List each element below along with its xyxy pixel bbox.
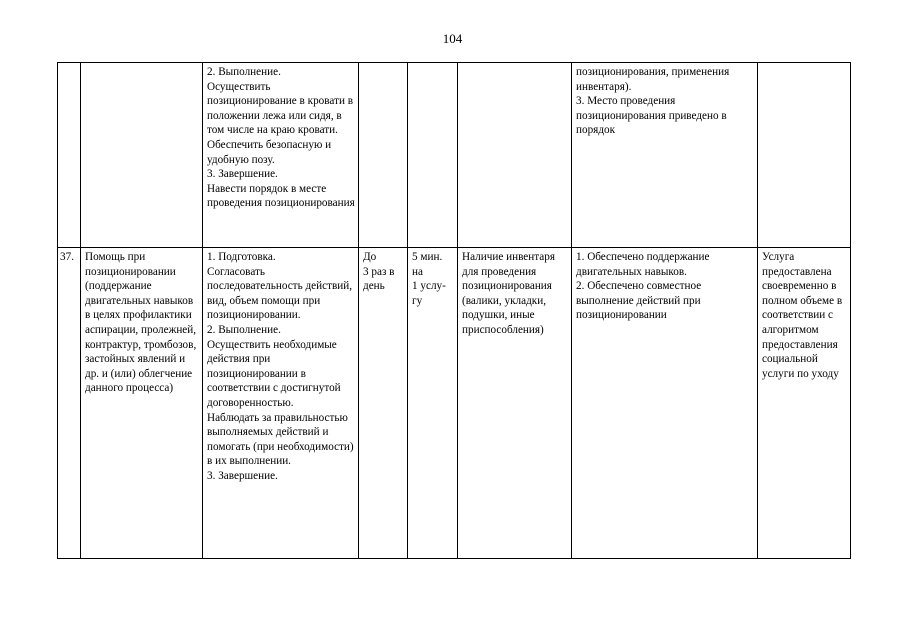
row-number-cell: 37. <box>58 248 81 559</box>
duration-cell <box>408 63 458 248</box>
evaluation-cell: Услуга предоставлена своевременно в полном объеме в соответствии с алгоритмом предоставления социальной услуги по уходу <box>758 248 851 559</box>
table-row <box>58 63 851 248</box>
service-content-cell: 1. Подготовка. Согласовать последовательность действий, вид, объем помощи при позиционировании. 2. Выполнение. Осуществить необходимые действия при позиционировании в соответствии с достигнутой договоренностью. Наблюдать за правильностью выполняемых действий и помогать (при необходимости) в их выполнении. 3. Завершение. <box>203 248 359 559</box>
service-content-cell: 2. Выполнение. Осуществить позиционирование в кровати в положении лежа или сидя, в том числе на краю кровати. Обеспечить безопасную и удобную позу. 3. Завершение. Навести порядок в месте проведения позиционирования <box>203 63 359 248</box>
table-row <box>58 248 851 559</box>
page-number: 104 <box>442 31 463 46</box>
evaluation-cell <box>758 63 851 248</box>
quality-indicators-cell: позиционирования, применения инвентаря). 3. Место проведения позиционирования приведено в порядок <box>572 63 758 248</box>
duration-cell: 5 мин. на 1 услу-гу <box>408 248 458 559</box>
conditions-cell <box>458 63 572 248</box>
quality-indicators-cell: 1. Обеспечено поддержание двигательных навыков. 2. Обеспечено совместное выполнение действий при позиционировании <box>572 248 758 559</box>
service-standards-table <box>57 62 851 559</box>
frequency-cell <box>359 63 408 248</box>
frequency-cell: До 3 раз в день <box>359 248 408 559</box>
row-number-cell <box>58 63 81 248</box>
service-name-cell <box>81 63 203 248</box>
conditions-cell: Наличие инвентаря для проведения позиционирования (валики, укладки, подушки, иные приспособления) <box>458 248 572 559</box>
service-name-cell: Помощь при позиционировании (поддержание двигательных навыков в целях профилактики аспирации, пролежней, контрактур, тромбозов, застойных явлений и др. и (или) облегчение данного процесса) <box>81 248 203 559</box>
